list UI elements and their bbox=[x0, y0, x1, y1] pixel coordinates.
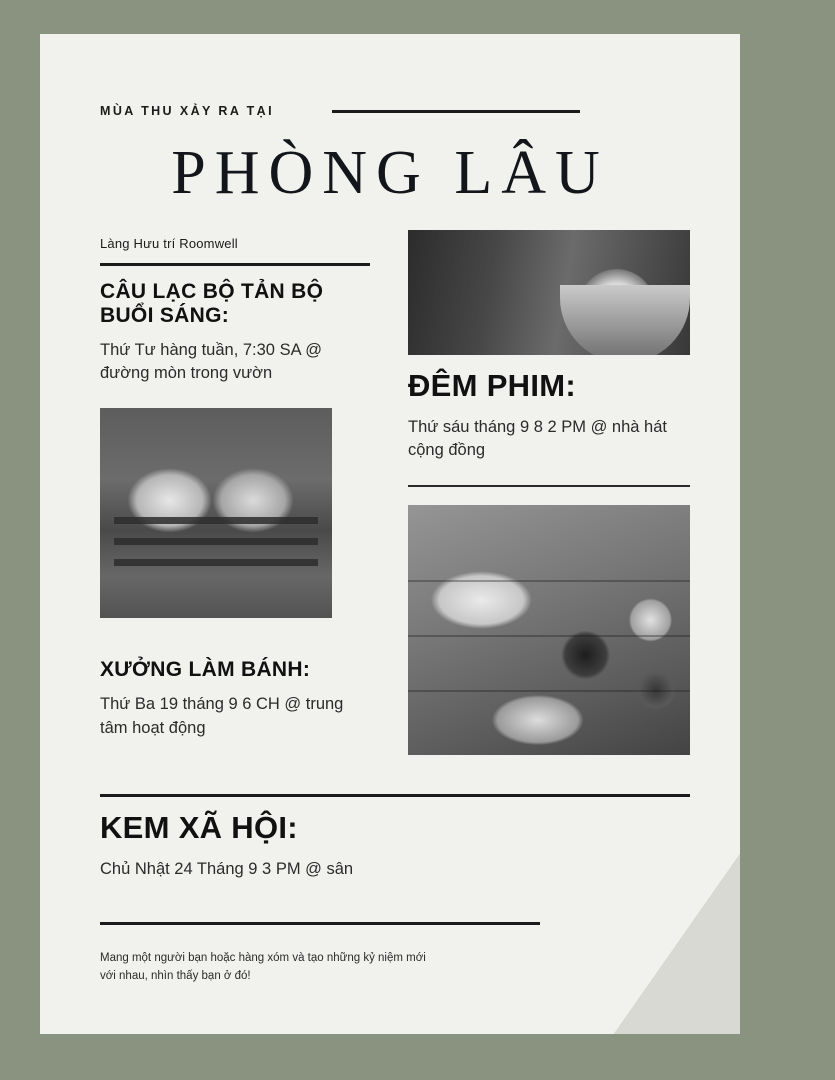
event-title-baking-workshop: XƯỞNG LÀM BÁNH: bbox=[100, 657, 311, 681]
kicker-row bbox=[100, 104, 690, 118]
poster-kicker: MÙA THU XẢY RA TẠI bbox=[100, 104, 274, 118]
bottom-divider bbox=[100, 794, 690, 797]
footer-note: Mang một người bạn hoặc hàng xóm và tạo những kỷ niệm mới với nhau, nhìn thấy bạn ở đó! bbox=[100, 952, 426, 982]
event-details-ice-cream-social: Chủ Nhật 24 Tháng 9 3 PM @ sân bbox=[100, 859, 354, 878]
left-column bbox=[100, 236, 370, 740]
poster-content bbox=[40, 34, 740, 1034]
baking-photo bbox=[408, 505, 690, 755]
poster-subtitle: Làng Hưu trí Roomwell bbox=[100, 236, 238, 251]
event-title-morning-walk-club: CÂU LẠC BỘ TẢN BỘ BUỔI SÁNG: bbox=[100, 280, 324, 327]
page-title: PHÒNG LÂU bbox=[171, 139, 609, 207]
event-details-baking-workshop: Thứ Ba 19 tháng 9 6 CH @ trung tâm hoạt động bbox=[100, 695, 344, 737]
left-divider-1 bbox=[100, 263, 370, 266]
bench-photo bbox=[100, 408, 332, 618]
event-title-movie-night: ĐÊM PHIM: bbox=[408, 368, 577, 403]
event-details-morning-walk-club: Thứ Tư hàng tuần, 7:30 SA @ đường mòn trong vườn bbox=[100, 341, 323, 383]
bottom-block bbox=[100, 794, 690, 881]
right-divider-1 bbox=[408, 485, 690, 487]
popcorn-photo bbox=[408, 230, 690, 355]
kicker-divider bbox=[332, 110, 580, 113]
event-title-ice-cream-social: KEM XÃ HỘI: bbox=[100, 810, 298, 845]
event-details-movie-night: Thứ sáu tháng 9 8 2 PM @ nhà hát cộng đồng bbox=[408, 417, 667, 460]
footer-divider bbox=[100, 922, 540, 925]
right-column bbox=[408, 230, 690, 755]
